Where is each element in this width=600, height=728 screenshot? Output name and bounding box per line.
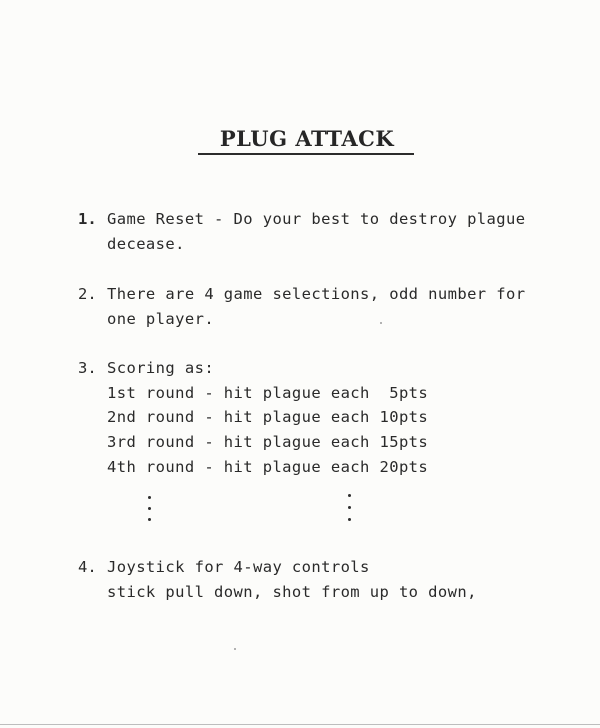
continuation-dot [148,518,151,521]
item-2-line-1: There are 4 game selections, odd number for [107,285,526,303]
item-4-line-2: stick pull down, shot from up to down, [107,583,477,601]
scoring-row-4: 4th round - hit plague each 20pts [107,458,429,476]
item-number-3: 3. [78,359,97,377]
item-1-line-1: Game Reset - Do your best to destroy plague [107,210,526,228]
paper-speck [234,648,236,650]
item-number-4: 4. [78,558,97,576]
continuation-dot [348,506,351,509]
item-2-line-2: one player. [107,310,215,328]
scoring-row-1: 1st round - hit plague each 5pts [107,384,429,402]
scoring-row-3: 3rd round - hit plague each 15pts [107,433,429,451]
item-1-line-2: decease. [107,235,185,253]
continuation-dot [148,496,151,499]
scoring-row-2: 2nd round - hit plague each 10pts [107,408,429,426]
page-title: PLUG ATTACK [219,126,395,151]
item-number-2: 2. [78,285,97,303]
page-edge [0,724,600,725]
item-number-1: 1. [78,210,97,228]
item-4-line-1: Joystick for 4-way controls [107,558,370,576]
item-3-line-1: Scoring as: [107,359,215,377]
title-underline [198,153,414,155]
paper-speck [380,322,382,324]
continuation-dot [348,494,351,497]
continuation-dot [148,507,151,510]
continuation-dot [348,518,351,521]
